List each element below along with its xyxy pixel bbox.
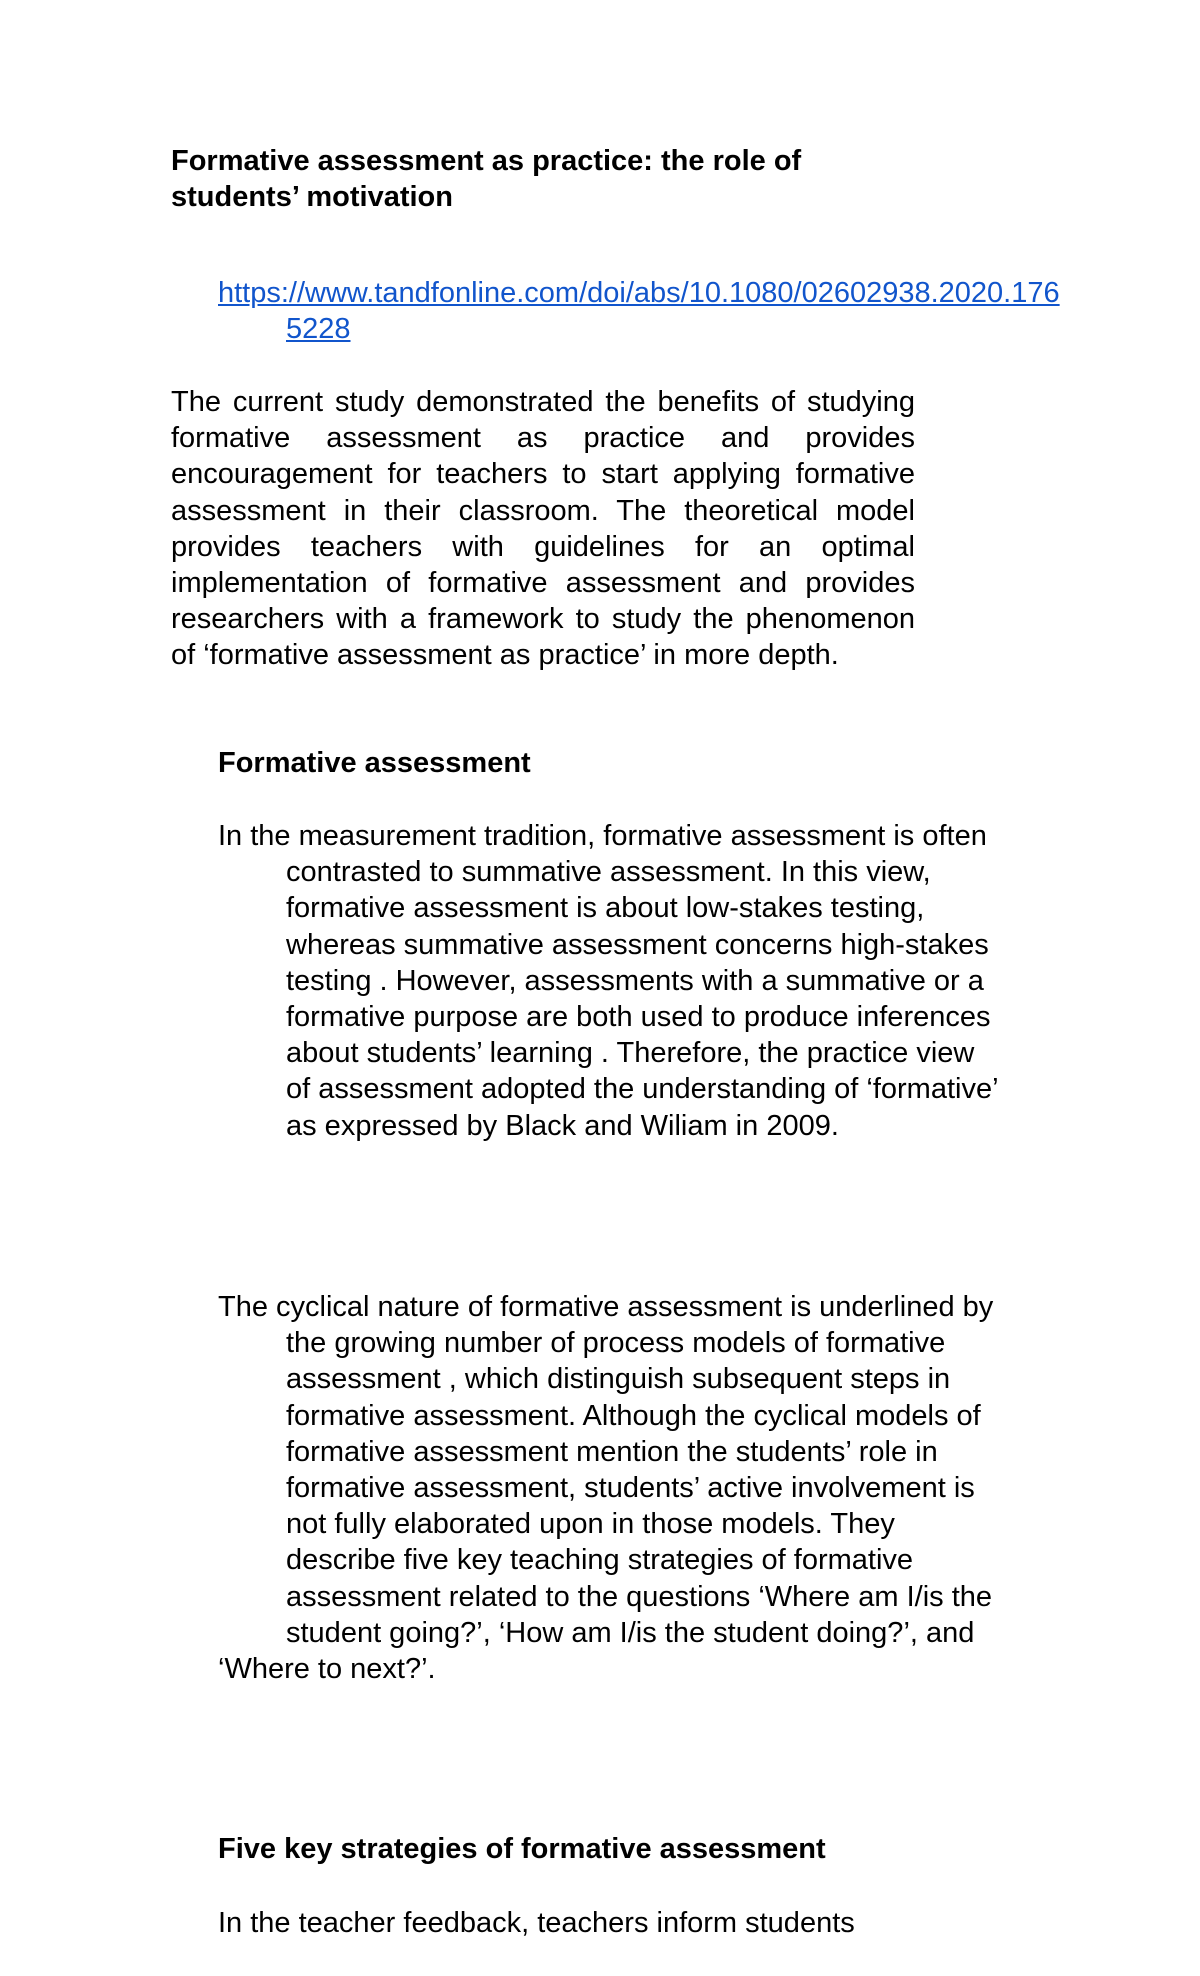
paragraph-cyclical-nature (218, 1289, 998, 1687)
article-link-block (218, 275, 1060, 347)
paragraph-cyclical-nature-last-line: ‘Where to next?’. (218, 1653, 436, 1686)
abstract-paragraph: The current study demonstrated the benefits of studying formative assessment as practice and provides encouragement for teachers to start applying formative assessment in their classroom. The theoretical model provides teachers with guidelines for an optimal implementation of formative assessment and provides researchers with a framework to study the phenomenon of ‘formative assessment as practice’ in more depth. (171, 386, 915, 672)
section-heading-formative-assessment: Formative assessment (218, 747, 531, 779)
document-title: Formative assessment as practice: the role of students’ motivation (171, 145, 802, 213)
paragraph-measurement-tradition: In the measurement tradition, formative assessment is often contrasted to summative assessment. In this view, formative assessment is about low-stakes testing, whereas summative assessment concerns high-stakes testing . However, assessments with a summative or a formative purpose are both used to produce inferences about students’ learning . Therefore, the practice view of assessment adopted the understanding of ‘formative’ as expressed by Black and Wiliam in 2009. (218, 820, 998, 1142)
section-heading-five-key-strategies: Five key strategies of formative assessment (218, 1833, 826, 1865)
article-link[interactable]: https://www.tandfonline.com/doi/abs/10.1080/02602938.2020.176 (218, 277, 1060, 309)
paragraph-cyclical-nature-text: The cyclical nature of formative assessment is underlined by the growing number of process models of formative assessment , which distinguish subsequent steps in formative assessment. Although the cyclical models of formative assessment mention the students’ role in formative assessment, students’ active involvement is not fully elaborated upon in those models. They describe five key teaching strategies of formative assessment related to the questions ‘Where am I/is the student going?’, ‘How am I/is the student doing?’, and (218, 1291, 994, 1649)
paragraph-teacher-feedback: In the teacher feedback, teachers inform students (218, 1907, 855, 1939)
article-link-suffix[interactable]: 5228 (286, 313, 351, 345)
